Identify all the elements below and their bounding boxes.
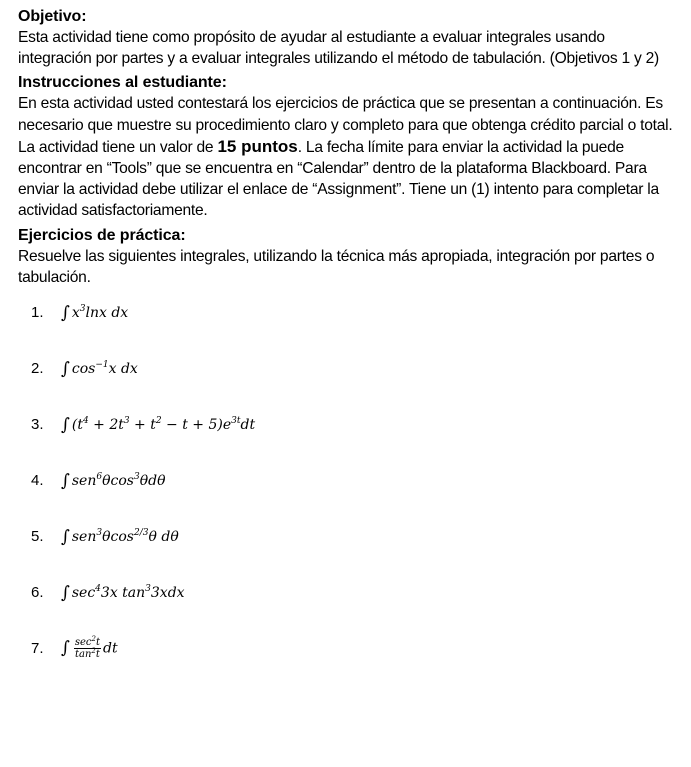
exercise-number: 1. xyxy=(31,303,44,321)
points-value: 15 puntos xyxy=(217,136,298,156)
objective-heading: Objetivo: xyxy=(18,8,87,25)
exercise-2-expression: ∫ $\cos^{-1}x$ dx xyxy=(61,359,138,380)
exercise-5 xyxy=(31,523,179,549)
fractional-exponent: 2/3 xyxy=(133,528,149,539)
integral-sign: ∫ xyxy=(61,638,70,659)
integral-sign: ∫ xyxy=(61,359,70,380)
instructions-text-before: En esta actividad usted contestará los ejercicios de práctica que se presentan a continuación. Es necesario que muestre su procedimiento claro y completo para que obtenga crédito parcial o total. La actividad tiene un valor de xyxy=(18,95,673,156)
exercise-6-expression: ∫ $\sec^43x$ $\tan^33xdx$ xyxy=(61,583,185,604)
exercise-number: 2. xyxy=(31,359,44,377)
practice-heading: Ejercicios de práctica: xyxy=(18,226,186,244)
exercise-6 xyxy=(31,579,185,605)
exercise-number: 3. xyxy=(31,415,44,433)
practice-text: Resuelve las siguientes integrales, utilizando la técnica más apropiada, integración por partes o tabulación. xyxy=(18,247,655,286)
objective-text: Esta actividad tiene como propósito de ayudar al estudiante a evaluar integrales usando integración por partes y a evaluar integrales utilizando el método de tabulación. (Objetivos 1 y 2) xyxy=(18,29,659,68)
exercise-3-expression: ∫ $(t^4 + 2t^3 + t^2 - t + 5)e^{3t}dt$ xyxy=(61,415,256,436)
activity-document xyxy=(18,6,678,660)
exercise-number: 6. xyxy=(31,583,44,601)
exercise-1-expression: ∫ $x^3\ln x$ dx xyxy=(61,303,129,324)
integral-sign: ∫ xyxy=(61,471,70,492)
exercise-7 xyxy=(31,635,118,661)
integral-sign: ∫ xyxy=(61,415,70,436)
integral-sign: ∫ xyxy=(61,583,70,604)
exercise-4-expression: ∫ sen$^6$θcos$^3$θdθ xyxy=(61,471,166,492)
exercise-number: 5. xyxy=(31,527,44,545)
instructions-text-after: . La fecha límite para enviar la actividad la puede encontrar en “Tools” que se encuentra en “Calendar” dentro de la plataforma Blackboard. Para enviar la actividad debe utilizar el enlace de “Assignment”. Tiene un (1) intento para completar la actividad satisfactoriamente. xyxy=(18,138,659,220)
exercise-number: 7. xyxy=(31,639,44,657)
integral-sign: ∫ xyxy=(61,303,70,324)
fraction-numerator: $\sec^2t$ xyxy=(74,634,101,648)
exercise-3 xyxy=(31,411,255,437)
fraction-denominator: $\tan^2t$ xyxy=(74,646,100,660)
integral-sign: ∫ xyxy=(61,527,70,548)
instructions-text xyxy=(18,93,678,221)
fraction xyxy=(74,634,101,660)
exercise-number: 4. xyxy=(31,471,44,489)
exercise-1 xyxy=(31,299,128,325)
exercise-2 xyxy=(31,355,138,381)
exercise-7-expression: ∫ $\frac{\sec^2t}{\tan^2t}$ dt xyxy=(61,634,118,660)
exercise-5-expression: ∫ sen$^3$θcos$^{2/3}$θ dθ xyxy=(61,527,179,548)
exercise-4 xyxy=(31,467,166,493)
instructions-heading: Instrucciones al estudiante: xyxy=(18,74,227,92)
